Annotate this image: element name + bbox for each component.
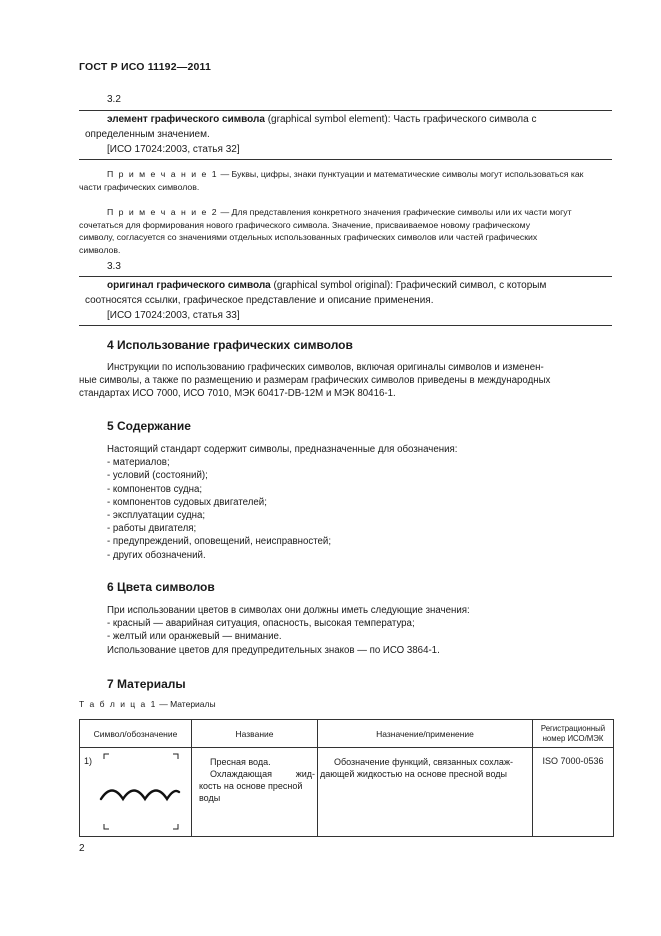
table-header-row: [80, 720, 614, 748]
list-item: - условий (состояний);: [107, 470, 208, 482]
section-5-heading: 5 Содержание: [107, 419, 191, 433]
list-item: - красный — аварийная ситуация, опасность, высокая температура;: [107, 618, 415, 630]
section-6-heading: 6 Цвета символов: [107, 580, 215, 594]
term-reference: [ИСО 17024:2003, статья 33]: [107, 310, 240, 321]
section-6-outro: Использование цветов для предупредительных знаков — по ИСО 3864-1.: [107, 644, 440, 656]
name-cell: Пресная вода. Охлаждающая жид- кость на основе пресной воды: [192, 748, 318, 837]
list-item: - материалов;: [107, 457, 170, 469]
section-4-paragraph: Инструкции по использованию графических символов, включая оригиналы символов и изменен- ные символы, а также по размещению и размерам графических символов приведены в международных стандартах ИСО 7000, ИСО 7010, МЭК 60417-DB-12M и МЭК 80416-1.: [79, 362, 551, 399]
section-6-intro: При использовании цветов в символах они должны иметь следующие значения:: [107, 605, 470, 616]
term-definition-line: определенным значением.: [85, 129, 210, 140]
section-5-list: [107, 443, 457, 562]
term-reference: [ИСО 17024:2003, статья 32]: [107, 144, 240, 155]
materials-table: [79, 719, 614, 837]
table-caption: Т а б л и ц а 1 — Материалы: [79, 699, 216, 709]
term-block-3-2: [79, 110, 612, 160]
list-item: - эксплуатации судна;: [107, 510, 206, 522]
list-item: - желтый или оранжевый — внимание.: [107, 631, 282, 643]
symbol-cell: [80, 748, 192, 837]
header-registration: Регистрационный номер ИСО/МЭК: [533, 720, 614, 748]
note-label: П р и м е ч а н и е 2: [107, 207, 219, 217]
term-definition-line: элемент графического символа (graphical symbol element): Часть графического символа с: [107, 114, 537, 125]
term-title: элемент графического символа: [107, 114, 265, 125]
section-4-heading: 4 Использование графических символов: [107, 338, 353, 352]
note-2: П р и м е ч а н и е 2 — Для представления конкретного значения графические символы или их части могут сочетаться для формирования нового графического символа. Значение, присваиваемое новому графическому символу, согласуется со значениями отдельных использованных графических символов или частей графических символов.: [79, 207, 572, 255]
term-definition-line: оригинал графического символа (graphical symbol original): Графический символ, с которым: [107, 280, 547, 291]
note-1: П р и м е ч а н и е 1 — Буквы, цифры, знаки пунктуации и математические символы могут использоваться как части графических символов.: [79, 169, 584, 192]
row-index: 1): [84, 756, 93, 766]
header-purpose: Назначение/применение: [318, 720, 533, 748]
list-item: - компонентов судна;: [107, 483, 203, 495]
section-7-heading: 7 Материалы: [107, 677, 186, 691]
registration-cell: ISO 7000-0536: [533, 748, 614, 837]
term-definition-line: соотносятся ссылки, графическое представление и описание применения.: [85, 295, 434, 306]
table-row: [80, 748, 614, 837]
note-label: П р и м е ч а н и е 1: [107, 169, 219, 179]
header-name: Название: [192, 720, 318, 748]
term-number-3-2: 3.2: [107, 94, 121, 105]
header-symbol: Символ/обозначение: [80, 720, 192, 748]
page-number: 2: [79, 843, 85, 854]
document-header: ГОСТ Р ИСО 11192—2011: [79, 61, 212, 73]
purpose-cell: Обозначение функций, связанных сохлаж- дающей жидкостью на основе пресной воды: [318, 748, 533, 837]
term-block-3-3: [79, 276, 612, 326]
term-number-3-3: 3.3: [107, 261, 121, 272]
list-item: - предупреждений, оповещений, неисправностей;: [107, 536, 332, 548]
list-item: - компонентов судовых двигателей;: [107, 496, 267, 508]
list-item: - работы двигателя;: [107, 523, 197, 535]
fresh-water-symbol-icon: [80, 748, 191, 836]
term-title: оригинал графического символа: [107, 280, 271, 291]
section-5-intro: Настоящий стандарт содержит символы, предназначенные для обозначения:: [107, 444, 458, 455]
list-item: - других обозначений.: [107, 549, 206, 561]
section-6-list: [107, 604, 470, 657]
